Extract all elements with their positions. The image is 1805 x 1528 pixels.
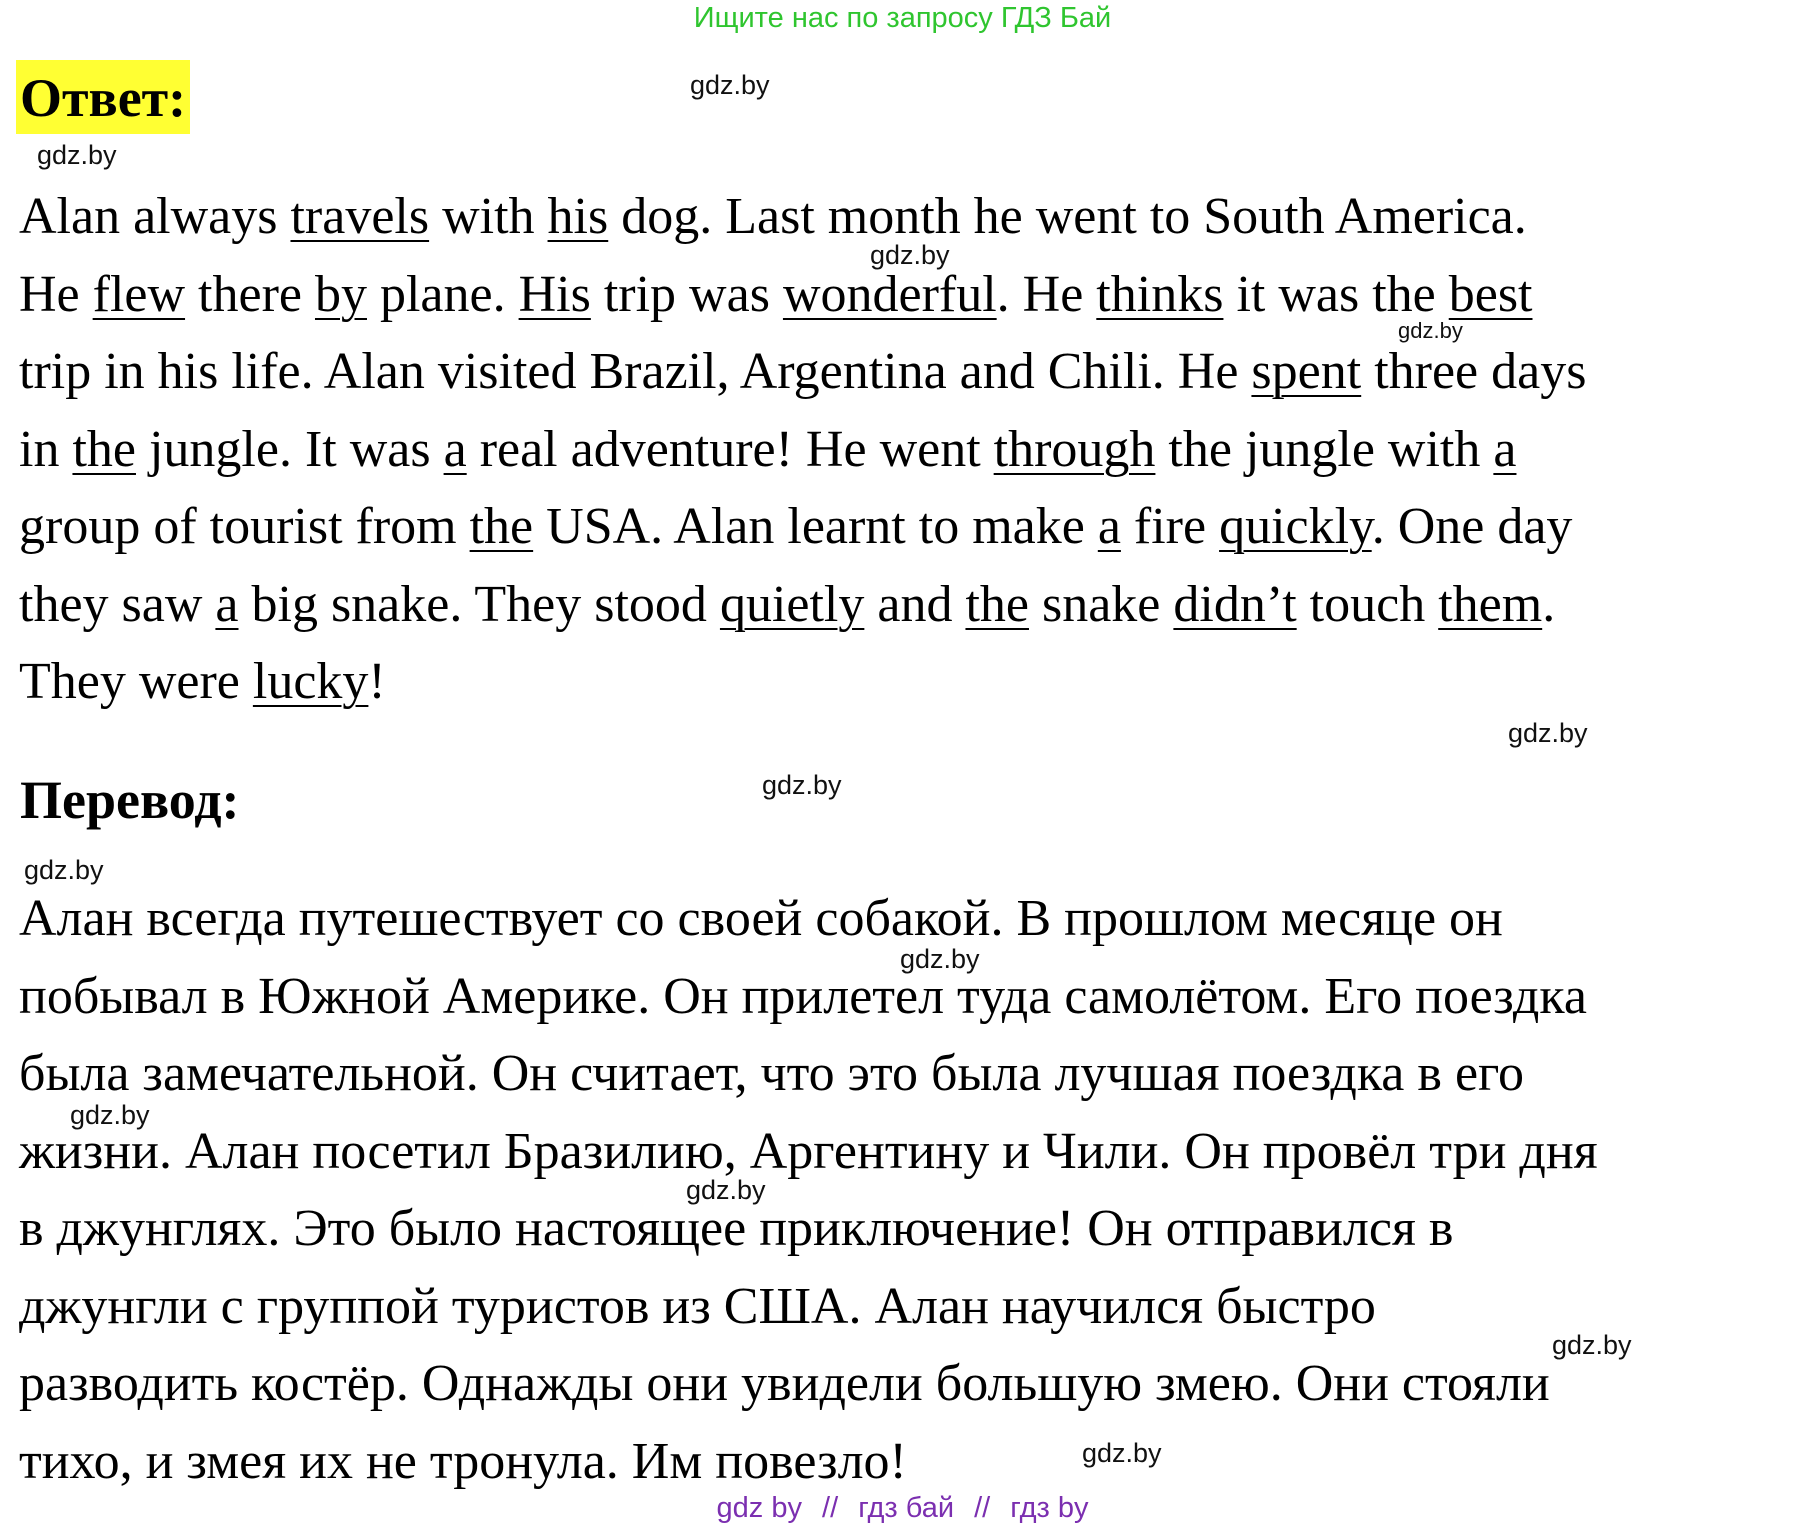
text-segment: big snake. They stood: [238, 575, 720, 633]
underlined-word: quietly: [719, 575, 865, 633]
watermark: gdz.by: [1552, 1330, 1632, 1360]
translation-line: тихо, и змея их не тронула. Им повезло!: [19, 1432, 907, 1490]
answer-line: [19, 333, 1799, 411]
answer-line: [19, 411, 1799, 489]
underlined-word: the: [965, 575, 1029, 633]
text-segment: jungle. It was: [135, 420, 444, 478]
text-segment: it was the: [1223, 265, 1449, 323]
underlined-word: a: [443, 420, 467, 478]
answer-line: [19, 178, 1799, 256]
translation-line: жизни. Алан посетил Бразилию, Аргентину и Чили. Он провёл три дня: [19, 1122, 1598, 1180]
watermark: gdz.by: [900, 944, 980, 974]
text-segment: USA. Alan learnt to make: [533, 498, 1098, 555]
translation-text: [19, 880, 1799, 1500]
text-segment: trip was: [590, 265, 783, 323]
answer-line: [19, 256, 1799, 334]
translation-heading: Перевод:: [20, 770, 240, 830]
footer-links: [0, 1492, 1805, 1525]
underlined-word: thinks: [1096, 265, 1224, 323]
text-segment: with: [429, 188, 548, 245]
underlined-word: spent: [1251, 343, 1362, 400]
search-hint-link[interactable]: Ищите нас по запросу ГДЗ Бай: [693, 2, 1112, 34]
watermark: gdz.by: [690, 70, 770, 100]
underlined-word: flew: [92, 265, 186, 323]
underlined-word: a: [1097, 498, 1121, 555]
answer-line: [19, 566, 1799, 644]
text-segment: They were: [19, 653, 253, 710]
text-segment: they saw: [19, 575, 216, 633]
underlined-word: didn’t: [1173, 575, 1297, 633]
underlined-word: a: [215, 575, 239, 633]
answer-line: [19, 488, 1799, 566]
underlined-word: the: [72, 420, 136, 478]
watermark: gdz.by: [762, 770, 842, 800]
underlined-word: the: [469, 498, 534, 555]
text-segment: . He: [996, 265, 1097, 323]
underlined-word: lucky: [252, 653, 369, 710]
watermark: gdz.by: [70, 1100, 150, 1130]
watermark: gdz.by: [1508, 718, 1588, 748]
watermark: gdz.by: [24, 855, 104, 885]
underlined-word: quickly: [1219, 498, 1372, 555]
footer-link-gdz-by-ru[interactable]: гдз by: [1010, 1492, 1089, 1524]
translation-line: побывал в Южной Америке. Он прилетел туда самолётом. Его поездка: [19, 967, 1587, 1025]
watermark: gdz.by: [1398, 318, 1463, 343]
text-segment: real adventure! He went: [466, 420, 994, 478]
text-segment: Alan always: [19, 188, 291, 245]
text-segment: .: [1542, 575, 1556, 633]
text-segment: group of tourist from: [19, 498, 470, 555]
text-segment: plane.: [366, 265, 519, 323]
answer-heading: Ответ:: [16, 60, 190, 134]
underlined-word: His: [518, 265, 591, 323]
underlined-word: them: [1438, 575, 1543, 633]
translation-line: была замечательной. Он считает, что это была лучшая поездка в его: [19, 1045, 1525, 1102]
footer-link-gdz-by[interactable]: gdz by: [716, 1492, 802, 1524]
answer-text: [19, 178, 1799, 721]
text-segment: snake: [1028, 575, 1174, 633]
text-segment: He: [19, 265, 93, 323]
text-segment: dog. Last month he went to South America.: [608, 188, 1527, 245]
watermark: gdz.by: [870, 240, 950, 270]
text-segment: trip in his life. Alan visited Brazil, Argentina and Chili. He: [19, 343, 1252, 400]
text-segment: touch: [1296, 575, 1439, 633]
underlined-word: by: [314, 265, 367, 323]
underlined-word: travels: [290, 188, 430, 245]
translation-line: джунгли с группой туристов из США. Алан научился быстро: [19, 1277, 1376, 1335]
text-segment: fire: [1120, 498, 1220, 555]
text-segment: the jungle with: [1155, 420, 1494, 478]
watermark: gdz.by: [37, 140, 117, 170]
footer-separator: //: [822, 1492, 839, 1524]
underlined-word: his: [547, 188, 609, 245]
text-segment: and: [864, 575, 966, 633]
translation-line: разводить костёр. Однажды они увидели большую змею. Они стояли: [19, 1355, 1550, 1412]
footer-separator: //: [974, 1492, 991, 1524]
text-segment: there: [185, 265, 315, 323]
text-segment: . One day: [1371, 498, 1573, 555]
underlined-word: a: [1493, 420, 1517, 478]
text-segment: three days: [1361, 343, 1587, 400]
translation-line: Алан всегда путешествует со своей собакой. В прошлом месяце он: [19, 890, 1503, 947]
translation-line: в джунглях. Это было настоящее приключение! Он отправился в: [19, 1200, 1454, 1257]
underlined-word: through: [993, 420, 1156, 478]
text-segment: in: [19, 420, 73, 478]
watermark: gdz.by: [1082, 1438, 1162, 1468]
watermark: gdz.by: [686, 1175, 766, 1205]
answer-line: [19, 643, 1799, 721]
footer-link-gdz-bai[interactable]: гдз бай: [858, 1492, 955, 1524]
underlined-word: wonderful: [782, 265, 997, 323]
underlined-word: best: [1448, 265, 1533, 323]
text-segment: !: [368, 653, 386, 710]
